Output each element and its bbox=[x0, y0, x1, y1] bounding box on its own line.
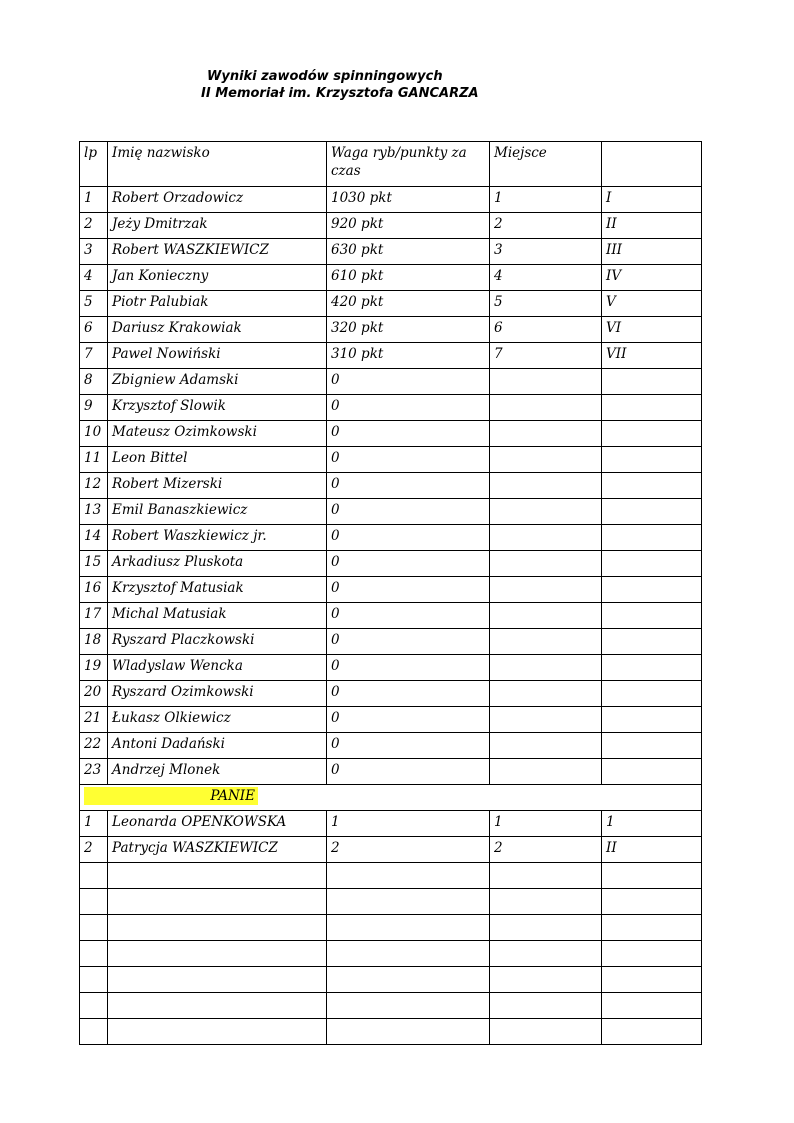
cell-rank: II bbox=[602, 213, 702, 239]
cell-name: Piotr Palubiak bbox=[108, 291, 327, 317]
table-row bbox=[80, 343, 702, 369]
cell-name: Zbigniew Adamski bbox=[108, 369, 327, 395]
header-place: Miejsce bbox=[490, 142, 602, 187]
cell-rank bbox=[602, 941, 702, 967]
cell-weight: 0 bbox=[327, 499, 490, 525]
cell-lp: 22 bbox=[80, 733, 108, 759]
cell-place bbox=[490, 733, 602, 759]
cell-place bbox=[490, 421, 602, 447]
cell-rank bbox=[602, 525, 702, 551]
cell-place bbox=[490, 707, 602, 733]
empty-row bbox=[80, 889, 702, 915]
cell-place: 3 bbox=[490, 239, 602, 265]
cell-place bbox=[490, 499, 602, 525]
cell-lp bbox=[80, 1019, 108, 1045]
cell-name: Wladyslaw Wencka bbox=[108, 655, 327, 681]
header-weight: Waga ryb/punkty za czas bbox=[327, 142, 490, 187]
header-rank bbox=[602, 142, 702, 187]
cell-name: Mateusz Ozimkowski bbox=[108, 421, 327, 447]
cell-weight: 0 bbox=[327, 421, 490, 447]
table-row bbox=[80, 837, 702, 863]
cell-weight: 320 pkt bbox=[327, 317, 490, 343]
cell-rank bbox=[602, 733, 702, 759]
cell-rank: VII bbox=[602, 343, 702, 369]
table-row bbox=[80, 655, 702, 681]
table-row bbox=[80, 317, 702, 343]
cell-lp: 15 bbox=[80, 551, 108, 577]
title-line-2: II Memoriał im. Krzysztofa GANCARZA bbox=[201, 86, 479, 101]
cell-place bbox=[490, 681, 602, 707]
cell-lp: 11 bbox=[80, 447, 108, 473]
cell-lp bbox=[80, 967, 108, 993]
cell-rank bbox=[602, 707, 702, 733]
cell-rank bbox=[602, 369, 702, 395]
cell-rank bbox=[602, 421, 702, 447]
cell-lp: 16 bbox=[80, 577, 108, 603]
cell-weight: 1030 pkt bbox=[327, 187, 490, 213]
cell-weight: 0 bbox=[327, 707, 490, 733]
cell-name: Jeży Dmitrzak bbox=[108, 213, 327, 239]
cell-place bbox=[490, 967, 602, 993]
cell-rank bbox=[602, 1019, 702, 1045]
cell-name: Robert WASZKIEWICZ bbox=[108, 239, 327, 265]
cell-place bbox=[490, 915, 602, 941]
table-row bbox=[80, 239, 702, 265]
cell-weight: 0 bbox=[327, 655, 490, 681]
cell-rank: IV bbox=[602, 265, 702, 291]
cell-weight: 0 bbox=[327, 473, 490, 499]
cell-rank bbox=[602, 603, 702, 629]
cell-rank bbox=[602, 759, 702, 785]
cell-name bbox=[108, 915, 327, 941]
cell-rank bbox=[602, 447, 702, 473]
table-row bbox=[80, 265, 702, 291]
cell-place bbox=[490, 655, 602, 681]
cell-place bbox=[490, 759, 602, 785]
cell-place: 6 bbox=[490, 317, 602, 343]
cell-weight: 0 bbox=[327, 577, 490, 603]
cell-lp: 8 bbox=[80, 369, 108, 395]
section-label: PANIE bbox=[84, 787, 258, 805]
document-title bbox=[0, 68, 794, 102]
section-row-women bbox=[80, 785, 702, 811]
cell-lp: 17 bbox=[80, 603, 108, 629]
cell-name: Emil Banaszkiewicz bbox=[108, 499, 327, 525]
table-row bbox=[80, 213, 702, 239]
cell-rank bbox=[602, 629, 702, 655]
cell-lp: 13 bbox=[80, 499, 108, 525]
cell-weight bbox=[327, 993, 490, 1019]
cell-rank: V bbox=[602, 291, 702, 317]
cell-weight: 630 pkt bbox=[327, 239, 490, 265]
table-row bbox=[80, 525, 702, 551]
cell-lp: 3 bbox=[80, 239, 108, 265]
cell-weight: 0 bbox=[327, 369, 490, 395]
cell-rank bbox=[602, 863, 702, 889]
cell-weight bbox=[327, 889, 490, 915]
cell-name: Ryszard Ozimkowski bbox=[108, 681, 327, 707]
cell-place bbox=[490, 993, 602, 1019]
cell-place: 1 bbox=[490, 187, 602, 213]
cell-lp: 20 bbox=[80, 681, 108, 707]
cell-place bbox=[490, 889, 602, 915]
cell-weight bbox=[327, 967, 490, 993]
cell-weight: 0 bbox=[327, 395, 490, 421]
table-row bbox=[80, 291, 702, 317]
cell-name: Arkadiusz Pluskota bbox=[108, 551, 327, 577]
cell-name: Łukasz Olkiewicz bbox=[108, 707, 327, 733]
cell-weight bbox=[327, 941, 490, 967]
cell-lp bbox=[80, 993, 108, 1019]
cell-place bbox=[490, 1019, 602, 1045]
cell-place bbox=[490, 603, 602, 629]
cell-rank bbox=[602, 889, 702, 915]
cell-name: Robert Mizerski bbox=[108, 473, 327, 499]
table-row bbox=[80, 447, 702, 473]
empty-row bbox=[80, 967, 702, 993]
cell-weight: 0 bbox=[327, 629, 490, 655]
cell-weight: 920 pkt bbox=[327, 213, 490, 239]
table-row bbox=[80, 629, 702, 655]
table-header-row bbox=[80, 142, 702, 187]
cell-rank: VI bbox=[602, 317, 702, 343]
cell-place bbox=[490, 473, 602, 499]
cell-lp: 1 bbox=[80, 811, 108, 837]
title-line-1: Wyniki zawodów spinningowych bbox=[207, 69, 443, 84]
table-row bbox=[80, 759, 702, 785]
cell-weight: 1 bbox=[327, 811, 490, 837]
cell-place bbox=[490, 863, 602, 889]
header-name: Imię nazwisko bbox=[108, 142, 327, 187]
cell-place bbox=[490, 941, 602, 967]
cell-lp: 23 bbox=[80, 759, 108, 785]
cell-lp: 7 bbox=[80, 343, 108, 369]
cell-rank bbox=[602, 577, 702, 603]
cell-lp: 14 bbox=[80, 525, 108, 551]
cell-lp: 21 bbox=[80, 707, 108, 733]
table-row bbox=[80, 603, 702, 629]
cell-rank bbox=[602, 681, 702, 707]
header-lp: lp bbox=[80, 142, 108, 187]
cell-weight: 420 pkt bbox=[327, 291, 490, 317]
table-row bbox=[80, 811, 702, 837]
cell-lp: 12 bbox=[80, 473, 108, 499]
table-row bbox=[80, 707, 702, 733]
cell-name: Pawel Nowiński bbox=[108, 343, 327, 369]
cell-rank bbox=[602, 395, 702, 421]
cell-lp bbox=[80, 941, 108, 967]
cell-name: Michal Matusiak bbox=[108, 603, 327, 629]
results-table-body bbox=[80, 142, 702, 1045]
cell-lp: 1 bbox=[80, 187, 108, 213]
cell-place bbox=[490, 447, 602, 473]
cell-name: Andrzej Mlonek bbox=[108, 759, 327, 785]
cell-name: Krzysztof Slowik bbox=[108, 395, 327, 421]
cell-weight: 0 bbox=[327, 733, 490, 759]
empty-row bbox=[80, 915, 702, 941]
cell-name: Ryszard Placzkowski bbox=[108, 629, 327, 655]
cell-weight: 0 bbox=[327, 759, 490, 785]
cell-name: Krzysztof Matusiak bbox=[108, 577, 327, 603]
results-table bbox=[79, 141, 702, 1045]
cell-lp bbox=[80, 915, 108, 941]
cell-lp bbox=[80, 889, 108, 915]
cell-place bbox=[490, 525, 602, 551]
cell-name: Robert Waszkiewicz jr. bbox=[108, 525, 327, 551]
cell-lp: 10 bbox=[80, 421, 108, 447]
cell-rank bbox=[602, 473, 702, 499]
cell-weight: 310 pkt bbox=[327, 343, 490, 369]
cell-name bbox=[108, 941, 327, 967]
cell-lp: 4 bbox=[80, 265, 108, 291]
cell-name: Patrycja WASZKIEWICZ bbox=[108, 837, 327, 863]
table-row bbox=[80, 369, 702, 395]
cell-rank: III bbox=[602, 239, 702, 265]
cell-name: Leon Bittel bbox=[108, 447, 327, 473]
cell-rank bbox=[602, 915, 702, 941]
cell-rank bbox=[602, 993, 702, 1019]
cell-lp: 18 bbox=[80, 629, 108, 655]
cell-place: 2 bbox=[490, 837, 602, 863]
cell-name: Robert Orzadowicz bbox=[108, 187, 327, 213]
empty-row bbox=[80, 993, 702, 1019]
cell-place bbox=[490, 551, 602, 577]
cell-place: 7 bbox=[490, 343, 602, 369]
section-cell bbox=[80, 785, 702, 811]
cell-lp: 5 bbox=[80, 291, 108, 317]
cell-weight: 0 bbox=[327, 447, 490, 473]
cell-lp: 19 bbox=[80, 655, 108, 681]
cell-lp bbox=[80, 863, 108, 889]
cell-weight: 0 bbox=[327, 603, 490, 629]
cell-place: 1 bbox=[490, 811, 602, 837]
cell-place bbox=[490, 395, 602, 421]
table-row bbox=[80, 551, 702, 577]
table-row bbox=[80, 499, 702, 525]
cell-weight: 0 bbox=[327, 681, 490, 707]
table-row bbox=[80, 473, 702, 499]
table-row bbox=[80, 395, 702, 421]
cell-place: 5 bbox=[490, 291, 602, 317]
cell-weight: 0 bbox=[327, 525, 490, 551]
cell-name bbox=[108, 889, 327, 915]
table-row bbox=[80, 577, 702, 603]
cell-name bbox=[108, 1019, 327, 1045]
empty-row bbox=[80, 863, 702, 889]
table-row bbox=[80, 421, 702, 447]
cell-name: Jan Konieczny bbox=[108, 265, 327, 291]
cell-lp: 2 bbox=[80, 213, 108, 239]
cell-weight: 2 bbox=[327, 837, 490, 863]
cell-name bbox=[108, 993, 327, 1019]
cell-weight bbox=[327, 1019, 490, 1045]
cell-rank bbox=[602, 967, 702, 993]
cell-rank bbox=[602, 499, 702, 525]
cell-weight bbox=[327, 863, 490, 889]
cell-name: Antoni Dadański bbox=[108, 733, 327, 759]
cell-rank: 1 bbox=[602, 811, 702, 837]
table-row bbox=[80, 681, 702, 707]
cell-place bbox=[490, 577, 602, 603]
cell-rank bbox=[602, 655, 702, 681]
cell-place bbox=[490, 629, 602, 655]
cell-rank: II bbox=[602, 837, 702, 863]
cell-lp: 9 bbox=[80, 395, 108, 421]
cell-weight: 610 pkt bbox=[327, 265, 490, 291]
table-row bbox=[80, 733, 702, 759]
cell-rank: I bbox=[602, 187, 702, 213]
cell-name bbox=[108, 967, 327, 993]
cell-weight bbox=[327, 915, 490, 941]
cell-name: Dariusz Krakowiak bbox=[108, 317, 327, 343]
cell-place: 4 bbox=[490, 265, 602, 291]
cell-lp: 6 bbox=[80, 317, 108, 343]
cell-name bbox=[108, 863, 327, 889]
cell-place bbox=[490, 369, 602, 395]
cell-place: 2 bbox=[490, 213, 602, 239]
table-row bbox=[80, 187, 702, 213]
empty-row bbox=[80, 1019, 702, 1045]
cell-weight: 0 bbox=[327, 551, 490, 577]
cell-lp: 2 bbox=[80, 837, 108, 863]
empty-row bbox=[80, 941, 702, 967]
cell-name: Leonarda OPENKOWSKA bbox=[108, 811, 327, 837]
cell-rank bbox=[602, 551, 702, 577]
